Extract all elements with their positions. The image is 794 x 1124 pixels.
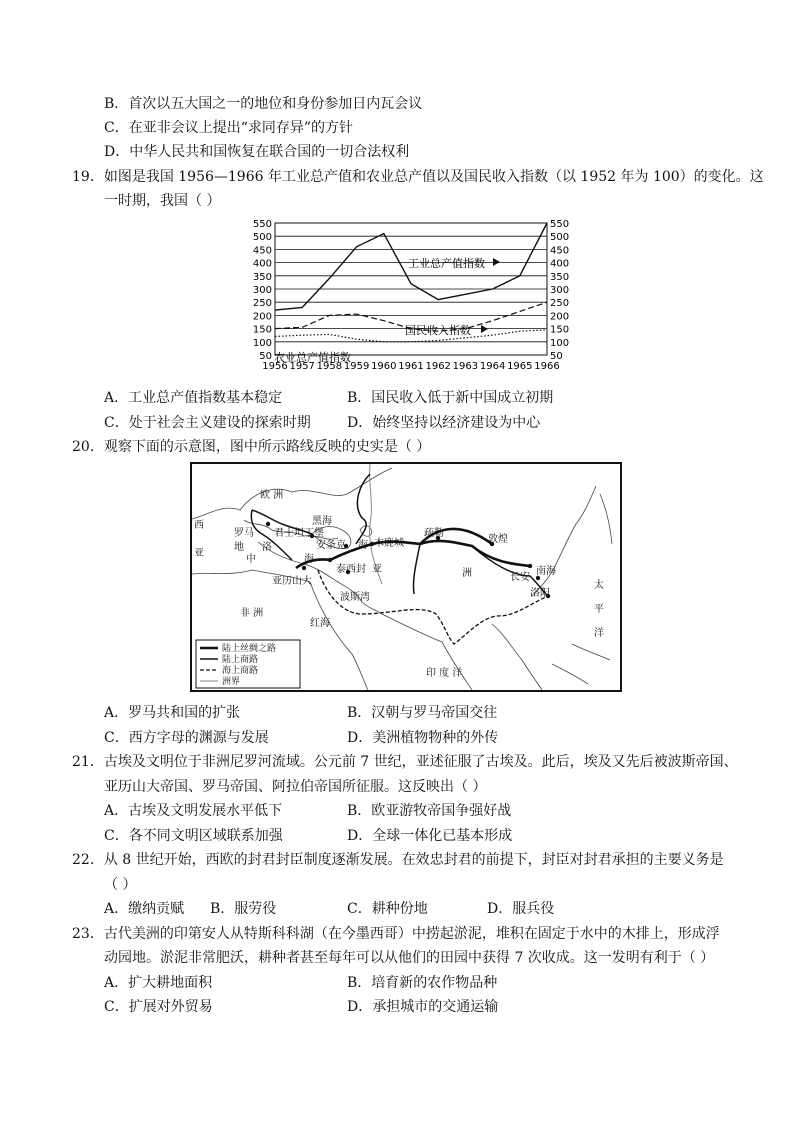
q21-stem-line1: 21．古埃及文明位于非洲尼罗河流域。公元前 7 世纪，亚述征服了古埃及。此后，埃及又先后被波斯帝国、: [72, 754, 738, 770]
xtick-1960: 1960: [371, 361, 397, 372]
map-label-indianocean: 印 度 洋: [426, 668, 463, 679]
q23-option-d: D．承担城市的交通运输: [347, 999, 499, 1015]
q19-stem-line2: 一时期，我国（ ）: [104, 193, 221, 209]
q23-stem-line2: 动园地。淤泥非常肥沃，耕种者甚至每年可以从他们的田园中获得 7 次收成。这一发明有利于（ ）: [104, 950, 715, 966]
ytick-left-200: 200: [252, 311, 272, 323]
q18-option-c: C．在亚非会议上提出“求同存异”的方针: [104, 120, 354, 136]
xtick-1962: 1962: [425, 361, 451, 372]
map-label-mulu: 木鹿城: [374, 538, 404, 549]
xtick-1966: 1966: [534, 361, 560, 372]
map-label-persiangulf: 波斯湾: [340, 592, 370, 603]
ytick-right-500: 500: [550, 232, 570, 244]
q21-option-b: B．欧亚游牧帝国争强好战: [347, 803, 512, 819]
map-label-ya: 亚: [372, 564, 382, 575]
legend-overland-trade: 陆上商路: [222, 655, 259, 665]
ytick-right-300: 300: [550, 285, 570, 296]
map-label-pacific3: 洋: [594, 628, 604, 639]
xtick-1965: 1965: [507, 361, 533, 372]
map-label-antioch: 安条克: [316, 540, 346, 551]
map-label-luo: 洛: [262, 542, 272, 553]
q23-stem-line1: 23．古代美洲的印第安人从特斯科科湖（在今墨西哥）中捞起淤泥，堆积在固定于水中的木排上，形成浮: [72, 926, 720, 942]
xtick-1957: 1957: [289, 361, 315, 372]
ytick-left-50: 50: [259, 351, 272, 362]
ytick-right-250: 250: [550, 298, 570, 310]
legend-sea-trade: 海上商路: [222, 666, 259, 676]
q21-option-d: D．全球一体化已基本形成: [347, 828, 513, 844]
map-label-pacific2: 平: [594, 604, 604, 615]
ytick-left-550: 550: [252, 219, 272, 230]
q23-option-b: B．培育新的农作物品种: [347, 975, 498, 991]
ytick-left-300: 300: [252, 285, 272, 296]
q22-stem-line2: （ ）: [104, 877, 137, 893]
q19-line-chart: [225, 215, 585, 387]
ytick-right-450: 450: [550, 245, 570, 257]
ytick-left-450: 450: [252, 245, 272, 257]
map-label-alexandria: 亚历山大: [272, 576, 312, 587]
series-label-industry-arrow: [493, 258, 500, 266]
q21-option-c: C．各不同文明区域联系加强: [104, 828, 283, 844]
map-label-hai: 海: [304, 554, 314, 565]
ytick-right-150: 150: [550, 324, 570, 336]
map-label-zhong: 中: [246, 554, 256, 565]
ytick-right-100: 100: [550, 337, 570, 349]
q20-stem: 20．观察下面的示意图，图中所示路线反映的史实是（ ）: [72, 439, 431, 455]
legend-overland-silk-road: 陆上丝绸之路: [222, 644, 277, 654]
xtick-1956: 1956: [262, 361, 288, 372]
q19-option-d: D．始终坚持以经济建设为中心: [347, 415, 541, 431]
map-label-zhou: 洲: [462, 568, 472, 579]
silk-road-map: [190, 462, 622, 692]
q22-option-d: D．服兵役: [487, 901, 555, 917]
map-label-west1: 西: [194, 520, 204, 531]
map-label-rome: 罗马: [234, 528, 254, 539]
map-label-changan: 长安: [510, 572, 530, 583]
q19-stem-line1: 19．如图是我国 1956—1966 年工业总产值和农业总产值以及国民收入指数（以 1952 年为 100）的变化。这: [72, 169, 764, 185]
q21-stem-line2: 亚历山大帝国、罗马帝国、阿拉伯帝国所征服。这反映出（ ）: [104, 779, 487, 795]
ytick-right-200: 200: [550, 311, 570, 323]
q22-option-a: A．缴纳贡赋: [104, 901, 185, 917]
map-label-constantinople: 君士坦丁堡: [274, 528, 324, 539]
ytick-left-250: 250: [252, 298, 272, 310]
q18-option-d: D．中华人民共和国恢复在联合国的一切合法权利: [104, 144, 410, 160]
legend-continent-border: 洲界: [222, 677, 241, 687]
map-label-di: 地: [234, 542, 244, 553]
xtick-1963: 1963: [452, 361, 479, 372]
q22-option-c: C．耕种份地: [347, 901, 428, 917]
q23-option-c: C．扩展对外贸易: [104, 999, 213, 1015]
xtick-1959: 1959: [343, 361, 370, 372]
map-legend: [196, 640, 300, 688]
ytick-right-400: 400: [550, 258, 570, 270]
ytick-left-350: 350: [252, 271, 272, 283]
q19-option-c: C．处于社会主义建设的探索时期: [104, 415, 311, 431]
map-label-sea: 海: [358, 540, 368, 551]
q20-option-d: D．美洲植物物种的外传: [347, 730, 499, 746]
series-label-industry: 工业总产值指数: [408, 257, 485, 270]
map-label-blacksea: 黑海: [312, 516, 332, 527]
xtick-1961: 1961: [398, 361, 424, 372]
xtick-1964: 1964: [479, 361, 506, 372]
q23-option-a: A．扩大耕地面积: [104, 975, 213, 991]
map-label-west2: 亚: [194, 548, 204, 559]
map-label-nanhai: 南海: [536, 566, 556, 577]
ytick-left-500: 500: [252, 232, 272, 244]
q20-option-c: C．西方字母的渊源与发展: [104, 730, 269, 746]
series-label-income-arrow: [481, 325, 488, 333]
q20-option-a: A．罗马共和国的扩张: [104, 705, 241, 721]
q22-stem-line1: 22．从 8 世纪开始，西欧的封君封臣制度逐渐发展。在效忠封君的前提下，封臣对封君承担的主要义务是: [72, 852, 724, 868]
series-label-income: 国民收入指数: [405, 324, 471, 337]
q20-option-b: B．汉朝与罗马帝国交往: [347, 705, 498, 721]
ytick-right-50: 50: [550, 351, 563, 362]
q21-option-a: A．古埃及文明发展水平低下: [104, 803, 283, 819]
q18-option-b: B．首次以五大国之一的地位和身份参加日内瓦会议: [104, 96, 423, 112]
series-label-agriculture: 农业总产值指数: [274, 351, 351, 364]
q22-option-b: B．服劳役: [210, 901, 277, 917]
q19-option-b: B．国民收入低于新中国成立初期: [347, 390, 554, 406]
ytick-left-100: 100: [252, 337, 272, 349]
map-label-europe: 欧 洲: [260, 490, 284, 501]
map-label-luoyang: 洛阳: [530, 588, 550, 599]
map-label-africa: 非 洲: [240, 608, 264, 619]
map-label-kashgar: 疏勒: [424, 528, 444, 539]
xtick-1958: 1958: [316, 361, 343, 372]
ytick-left-400: 400: [252, 258, 272, 270]
ytick-left-150: 150: [252, 324, 272, 336]
map-label-dunhuang: 敦煌: [488, 534, 508, 545]
map-label-redsea: 红海: [310, 618, 330, 629]
map-label-pacific1: 太: [594, 580, 604, 591]
ytick-right-550: 550: [550, 219, 570, 230]
map-label-seleucia: 泰西封: [336, 564, 366, 575]
q19-option-a: A．工业总产值指数基本稳定: [104, 390, 283, 406]
ytick-right-350: 350: [550, 271, 570, 283]
